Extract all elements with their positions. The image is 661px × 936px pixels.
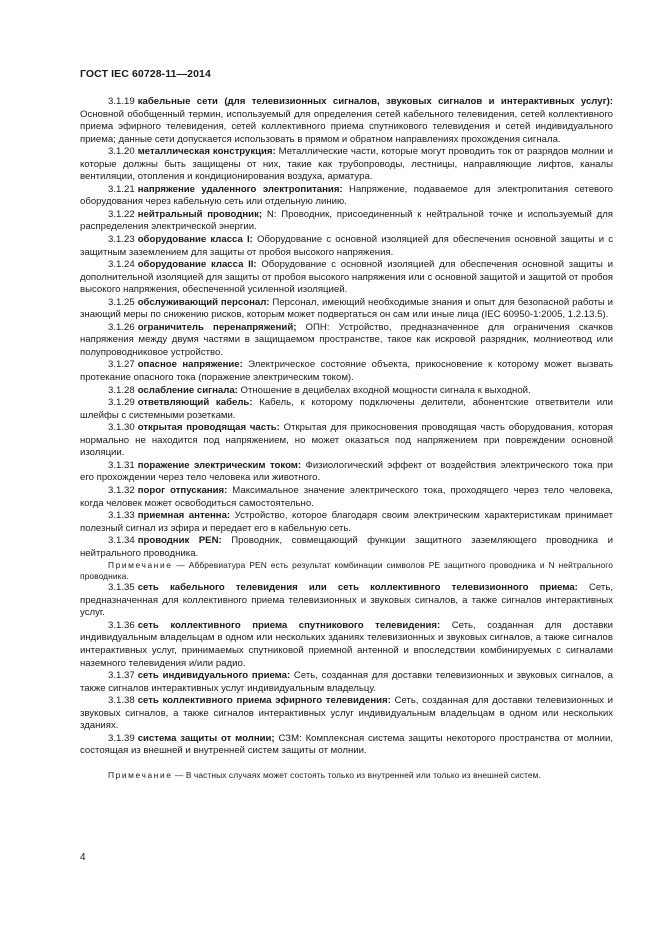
definition-number: 3.1.30	[108, 422, 135, 434]
definition-text: Проводник, совмещающий функции защитного заземляющего проводника и нейтрального проводника.	[80, 535, 613, 559]
definition-item	[80, 385, 613, 398]
definition-text: N: Проводник, присоединенный к нейтральной точке и используемый для распределения электрической энергии.	[80, 208, 613, 233]
definition-number: 3.1.25	[108, 296, 135, 308]
definition-number: 3.1.24	[108, 259, 135, 271]
definition-text: Сеть, созданная для доставки телевизионных и звуковых сигналов, а также сигналов интерактивных услуг индивидуальным владельцу.	[80, 670, 614, 694]
definition-item	[80, 620, 613, 670]
definition-item	[80, 695, 613, 733]
definition-term: обслуживающий персонал:	[137, 296, 270, 308]
definition-term: порог отпускания:	[137, 484, 228, 496]
definition-text: Оборудование с основной изоляцией для обеспечения основной защиты и дополнительной изоляцией для защиты от пробоя высокого напряжения или с основной защитой и защитой от пробоя высокого напряжения, обеспеченной усиленной изоляцией.	[80, 259, 613, 296]
note-lightning-system	[80, 770, 613, 781]
definition-term: напряжение удаленного электропитания:	[137, 183, 343, 195]
definition-text: Сеть, созданная для доставки индивидуальным владельцам в одном или нескольких зданиях телевизионных и звуковых сигналов, а также сигналов интерактивных услуг, принимаемых спутниковой приемной антенной и впоследствии комбинируемых с сигналами наземного телевидения и/или радио.	[80, 619, 613, 669]
definition-term: сеть коллективного приема спутникового телевидения:	[137, 619, 441, 631]
note-label: Примечание	[108, 560, 173, 571]
definition-number: 3.1.21	[108, 183, 135, 195]
definition-term: сеть индивидуального приема:	[137, 670, 291, 682]
definition-text: Открытая для прикосновения проводящая часть оборудования, которая нормально не находится под напряжением, но может оказаться под напряжением при повреждении основной изоляции.	[80, 422, 613, 459]
definition-number: 3.1.35	[108, 582, 135, 594]
definition-item	[80, 96, 613, 146]
definition-term: ответвляющий кабель:	[137, 397, 253, 409]
definition-term: кабельные сети (для телевизионных сигналов, звуковых сигналов и интерактивных услуг):	[137, 96, 613, 107]
definition-text: Сеть, созданная для доставки телевизионных и звуковых сигналов, а также сигналов интерактивных услуг индивидуальным владельцам в одном или нескольких зданиях.	[80, 695, 613, 732]
definition-term: оборудование класса II:	[137, 259, 257, 271]
definition-text: СЗМ: Комплексная система защиты некоторого пространства от молнии, состоящая из внешней и внутренней систем защиты от молнии.	[80, 732, 614, 757]
definition-number: 3.1.27	[108, 359, 135, 371]
definition-term: система защиты от молнии;	[137, 732, 275, 744]
definition-term: сеть коллективного приема эфирного телевидения:	[137, 695, 391, 707]
document-body	[80, 96, 613, 781]
definition-term: открытая проводящая часть:	[137, 422, 280, 434]
definition-number: 3.1.29	[108, 397, 135, 409]
definition-term: оборудование класса I:	[137, 234, 253, 246]
definition-item	[80, 209, 613, 234]
document-header: ГОСТ IEC 60728-11—2014	[80, 68, 211, 80]
definition-item	[80, 535, 613, 560]
definition-text: Физиологический эффект от воздействия электрического тока при его прохождении через тело человека или животного.	[80, 459, 613, 484]
definition-term: ограничитель перенапряжений;	[137, 321, 297, 333]
definition-text: Максимальное значение электрического тока, проходящего через тело человека, когда человек может освободиться самостоятельно.	[80, 484, 613, 509]
definition-item	[80, 259, 613, 297]
page-number: 4	[80, 852, 86, 863]
definition-text: Кабель, к которому подключены делители, абонентские ответвители или шлейфы с системными розетками.	[80, 397, 614, 421]
definition-number: 3.1.38	[108, 695, 135, 707]
definition-text: Оборудование с основной изоляцией для обеспечения основной защиты и с защитным заземлением для защиты от пробоя высокого напряжения.	[80, 234, 613, 258]
definition-number: 3.1.34	[108, 535, 135, 547]
definition-item	[80, 297, 613, 322]
definition-term: металлическая конструкция:	[137, 146, 276, 158]
definition-text: Электрическое состояние объекта, прикосновение к которому может вызвать протекание опасного тока (поражение электрическим током).	[80, 359, 613, 384]
definition-item	[80, 322, 613, 360]
definition-item	[80, 733, 613, 758]
definition-number: 3.1.26	[108, 321, 135, 333]
definition-text: Сеть, предназначенная для коллективного приема телевизионных и звуковых сигналов, а также сигналов интерактивных услуг.	[80, 582, 613, 619]
note-text: — В частных случаях может состоять только из внутренней или только из внешней систем.	[172, 769, 541, 780]
definition-number: 3.1.33	[108, 510, 135, 522]
definition-term: нейтральный проводник;	[137, 208, 263, 220]
definition-text: Персонал, имеющий необходимые знания и опыт для безопасной работы и знающий меры по снижению рисков, которым может подвергаться он сам или иные лица (IEC 60950-1:2005, 1.2.13.5).	[80, 296, 613, 321]
definition-number: 3.1.37	[108, 670, 135, 682]
definition-term: проводник PEN:	[137, 535, 222, 547]
definition-item	[80, 184, 613, 209]
definition-number: 3.1.28	[108, 384, 135, 396]
definition-number: 3.1.39	[108, 732, 135, 744]
definition-number: 3.1.32	[108, 484, 135, 496]
definition-term: поражение электрическим током:	[137, 459, 302, 471]
definition-number: 3.1.31	[108, 459, 135, 471]
definition-term: ослабление сигнала:	[137, 384, 238, 396]
definition-number: 3.1.36	[108, 619, 135, 631]
definition-number: 3.1.19	[108, 96, 135, 107]
definition-item	[80, 397, 613, 422]
definition-item	[80, 460, 613, 485]
note-text: — Аббревиатура PEN есть результат комбинации символов PE защитного проводника и N нейтрального проводника.	[80, 560, 613, 582]
note-label: Примечание	[108, 769, 173, 780]
definition-item	[80, 582, 613, 620]
definition-number: 3.1.20	[108, 146, 135, 158]
definition-number: 3.1.22	[108, 208, 135, 220]
definitions-list-1	[80, 96, 613, 560]
definition-text: ОПН: Устройство, предназначенное для ограничения скачков напряжения между двумя частями в защищаемом пространстве, такое как искровой разрядник, молниеотвод или полупроводниковое устройство.	[80, 321, 613, 358]
note-pen	[80, 560, 613, 582]
definition-text: Устройство, которое благодаря своим электрическим характеристикам принимает полезный сигнал из эфира и передает его в кабельную сеть.	[80, 510, 613, 534]
definition-item	[80, 146, 613, 184]
definition-text: Напряжение, подаваемое для электропитания сетевого оборудования через кабельную сеть или отдельную линию.	[80, 183, 613, 208]
definitions-list-2	[80, 582, 613, 758]
definition-item	[80, 510, 613, 535]
definition-item	[80, 670, 613, 695]
definition-item	[80, 485, 613, 510]
definition-number: 3.1.23	[108, 234, 135, 246]
definition-text: Отношение в децибелах входной мощности сигнала к выходной.	[237, 384, 531, 396]
definition-item	[80, 422, 613, 460]
definition-item	[80, 234, 613, 259]
definition-text: Основной обобщенный термин, используемый для определения сетей кабельного телевидения, сетей коллективного приема эфирного телевидения, сетей коллективного приема спутникового телевидения и сетей индивидуального приема; данные сети допускается использовать в прямом и обратном направлениях прохождения сигнала.	[80, 108, 613, 145]
definition-term: опасное напряжение:	[137, 359, 243, 371]
definition-term: сеть кабельного телевидения или сеть коллективного телевизионного приема:	[137, 582, 578, 594]
definition-term: приемная антенна:	[137, 510, 231, 522]
definition-text: Металлические части, которые могут проводить ток от разрядов молнии и которые должны быть защищены от них, такие как трубопроводы, лестницы, направляющие лифтов, каналы вентиляции, отопления и кондиционирования воздуха, арматура.	[80, 146, 613, 183]
definition-item	[80, 359, 613, 384]
